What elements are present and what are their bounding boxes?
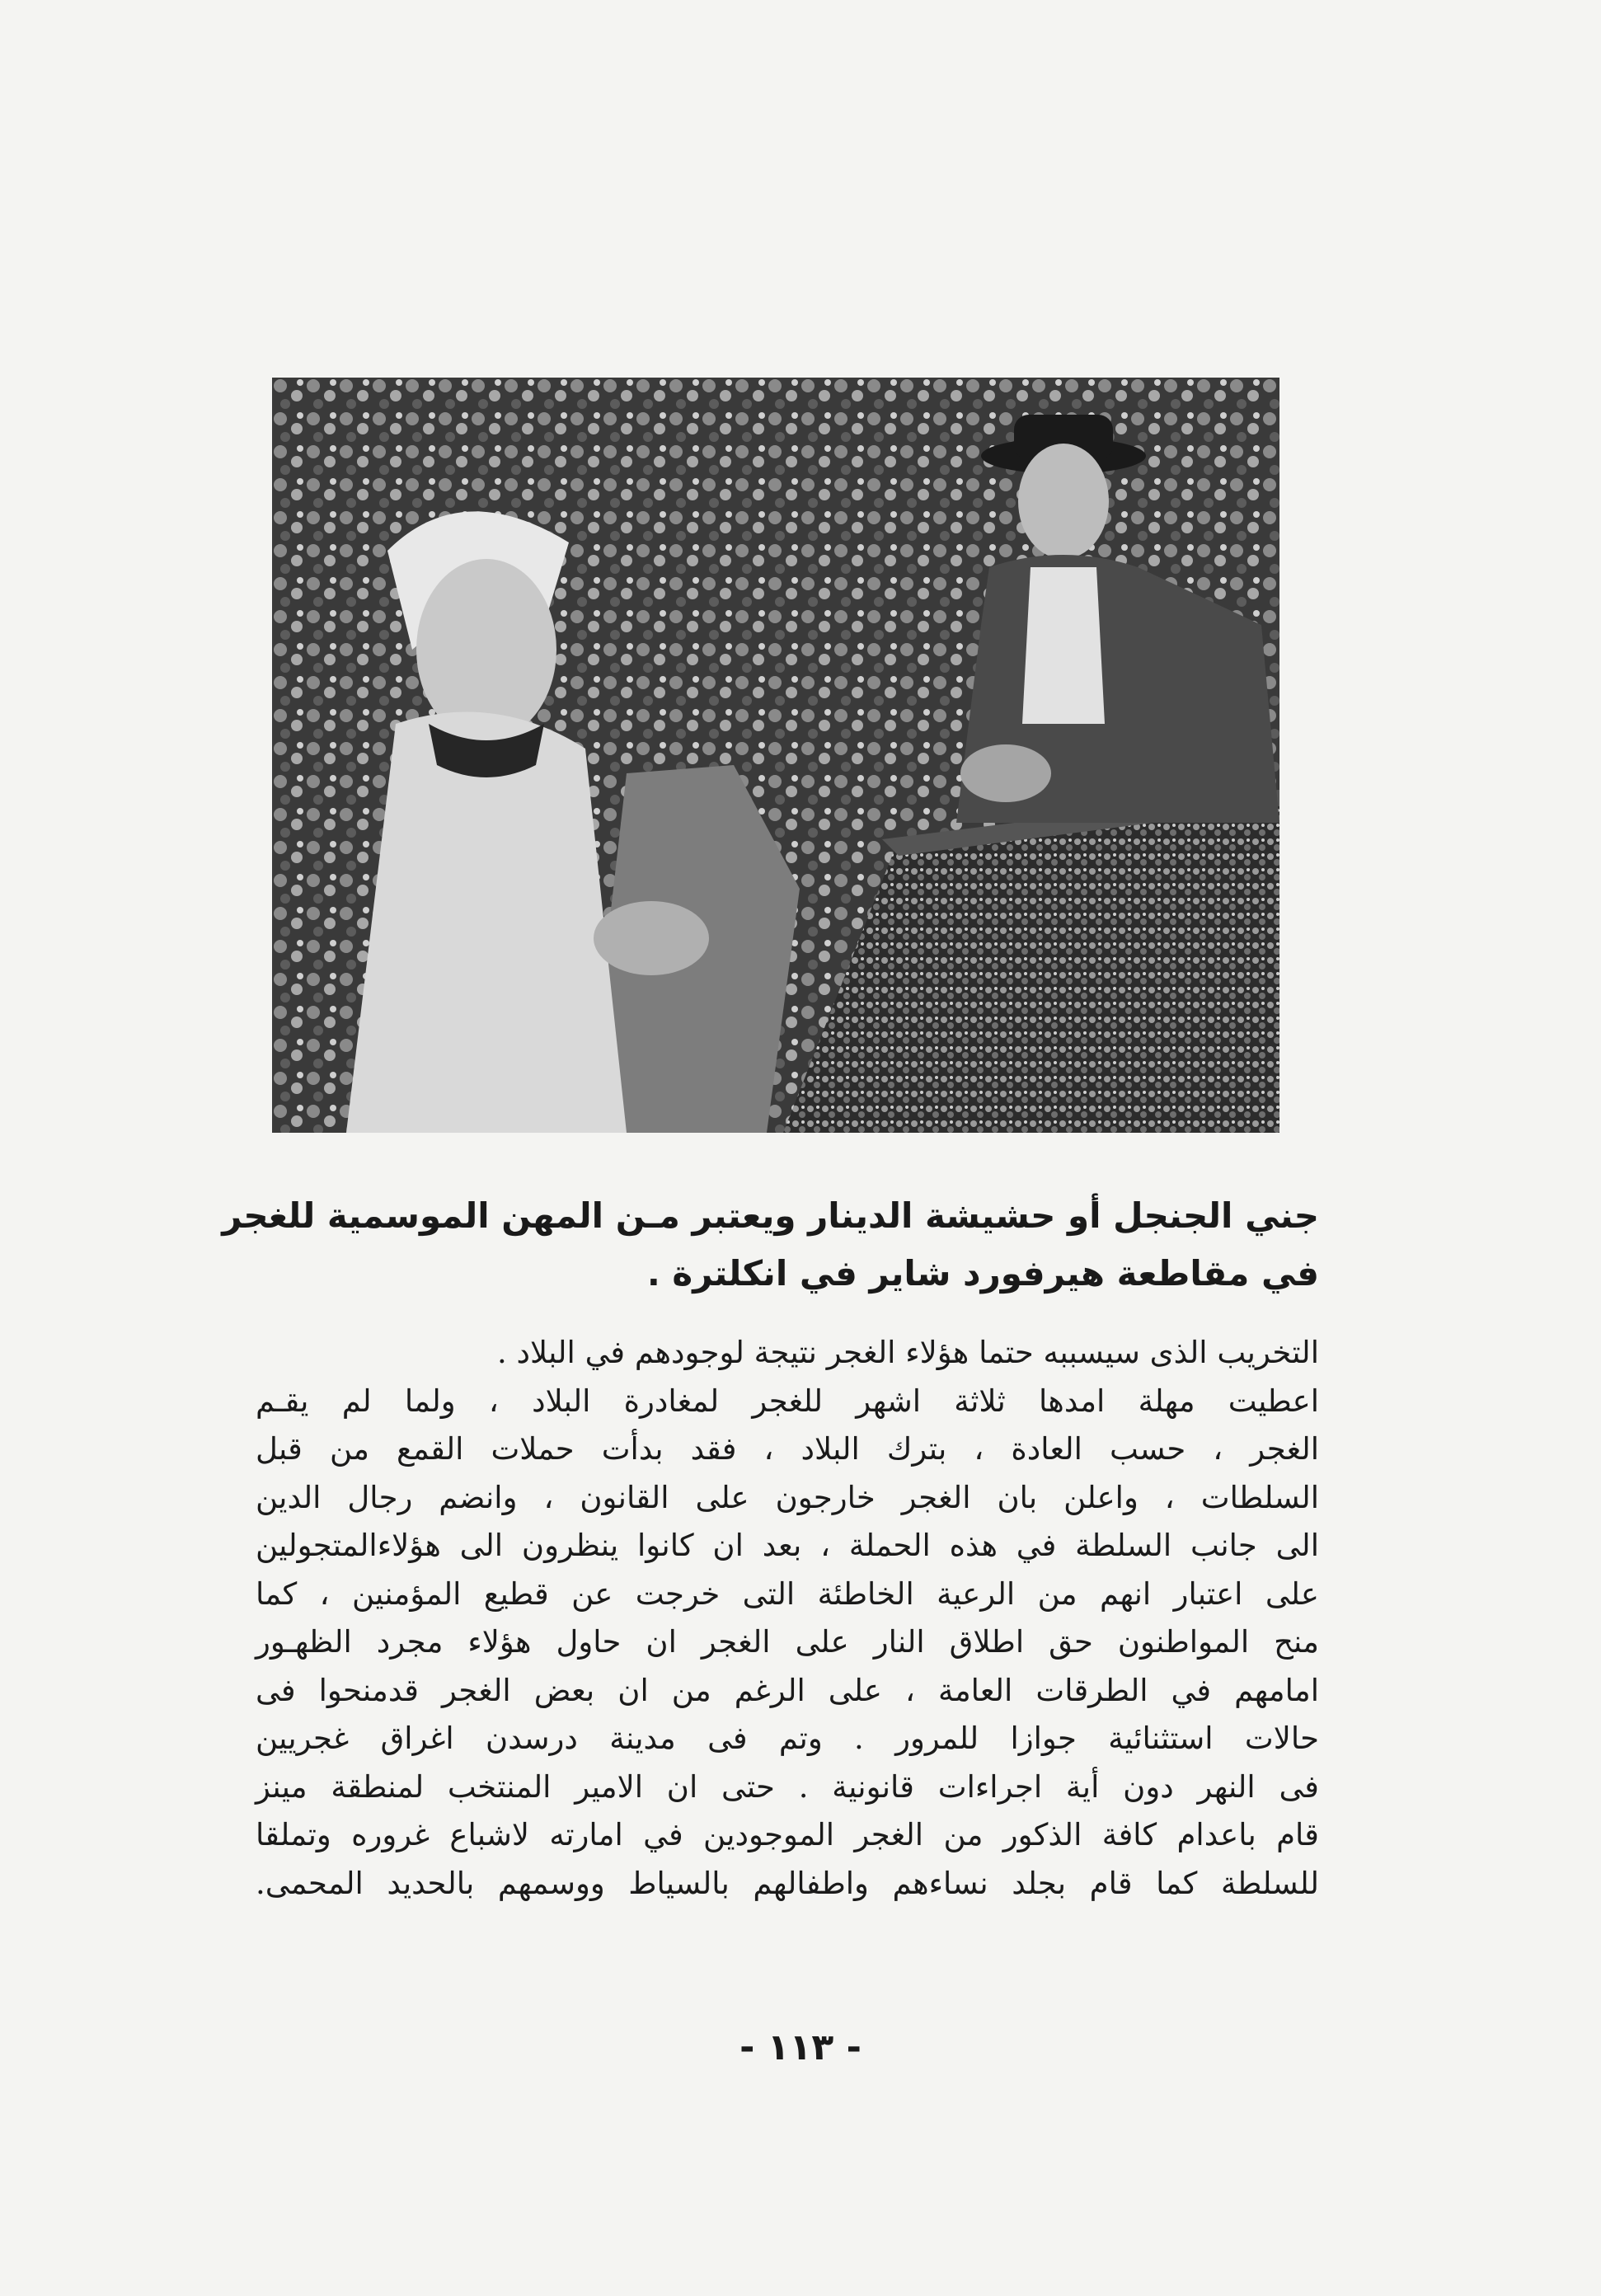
body-line: السلطات ، واعلن بان الغجر خارجون على القانون ، وانضم رجال الدين — [256, 1479, 1319, 1515]
body-line: قام باعدام كافة الذكور من الغجر الموجودين في امارته لاشباع غروره وتملقا — [256, 1817, 1319, 1852]
body-line: امامهم في الطرقات العامة ، على الرغم من ان بعض الغجر قدمنحوا فى — [256, 1672, 1319, 1708]
caption-line: جني الجنجل أو حشيشة الدينار ويعتبر مـن المهن الموسمية للغجر — [222, 1195, 1319, 1236]
body-line: الغجر ، حسب العادة ، بترك البلاد ، فقد بدأت حملات القمع من قبل — [256, 1431, 1319, 1467]
page-number: - ١١٣ - — [739, 2026, 862, 2068]
body-line: فى النهر دون أية اجراءات قانونية . حتى ان الامير المنتخب لمنطقة مينز — [256, 1768, 1319, 1805]
hop-picking-photo — [272, 378, 1279, 1133]
body-paragraph — [256, 1329, 1319, 1908]
photo-illustration — [272, 378, 1279, 1133]
body-line: للسلطة كما قام بجلد نساءهم واطفالهم بالسياط ووسمهم بالحديد المحمى. — [256, 1865, 1319, 1901]
body-line: حالات استثنائية جوازا للمرور . وتم فى مدينة درسدن اغراق غجريين — [256, 1721, 1319, 1756]
body-line: اعطيت مهلة امدها ثلاثة اشهر للغجر لمغادرة البلاد ، ولما لم يقـم — [256, 1383, 1319, 1419]
body-line: الى جانب السلطة في هذه الحملة ، بعد ان كانوا ينظرون الى هؤلاءالمتجولين — [256, 1528, 1319, 1563]
body-line: على اعتبار انهم من الرعية الخاطئة التى خرجت عن قطيع المؤمنين ، كما — [256, 1575, 1319, 1612]
body-line: منح المواطنون حق اطلاق النار على الغجر ان حاول هؤلاء مجرد الظهـور — [256, 1624, 1319, 1660]
body-line: التخريب الذى سيسببه حتما هؤلاء الغجر نتيجة لوجودهم في البلاد . — [497, 1335, 1319, 1370]
photo-caption — [222, 1187, 1319, 1303]
caption-line: في مقاطعة هيرفورد شاير في انكلترة . — [646, 1253, 1319, 1294]
